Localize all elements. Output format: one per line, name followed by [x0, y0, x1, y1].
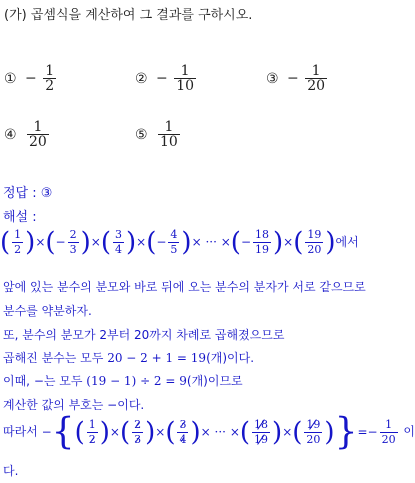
times-sign: × — [136, 235, 147, 249]
option-sign: − — [287, 70, 299, 87]
line-text: 따라서 — [3, 424, 38, 439]
frac-denominator: 10 — [176, 78, 195, 94]
frac-numerator: 1 — [180, 63, 190, 79]
option-sign: − — [25, 70, 37, 87]
frac-denominator: 4 — [114, 243, 122, 256]
frac-numerator: 1 — [311, 63, 321, 79]
option-number: ③ — [266, 70, 279, 87]
frac-denominator: 20 — [307, 243, 322, 256]
frac-numerator: 1 — [14, 228, 22, 241]
times-sign: × — [90, 235, 101, 249]
frac-denominator: 3 — [134, 432, 142, 446]
frac-numerator: 1 — [164, 119, 174, 135]
product-expression: ( $\frac{1}{2}$ )×(− $\frac{2}{3}$ )×( $\frac{3}{4}$ )×(− $\frac{4}{5}$ )× ··· ×(− $\frac{18}{19}$ )×( $\frac{19}{20}$ )에서 — [0, 227, 359, 258]
frac-denominator: 19 — [254, 432, 269, 446]
option-2[interactable] — [135, 64, 198, 93]
ellipsis: ··· — [205, 235, 217, 249]
frac-numerator: 1 — [45, 63, 55, 79]
frac-denominator: 2 — [88, 432, 96, 446]
option-number: ⑤ — [135, 126, 148, 143]
question-text: 곱셈식을 계산하여 그 결과를 구하시오. — [30, 8, 253, 23]
times-sign: × — [200, 424, 211, 439]
solution-line-7: 계산한 값의 부호는 −이다. — [3, 398, 145, 412]
frac-numerator: 2 — [134, 417, 142, 431]
frac-numerator: 1 — [385, 417, 393, 431]
frac-denominator: 20 — [306, 432, 321, 446]
line-text: (개)이다. — [206, 351, 255, 365]
frac-numerator: 1 — [88, 417, 96, 431]
frac-denominator: 4 — [179, 432, 187, 446]
frac-numerator: 18 — [254, 417, 269, 431]
option-number: ④ — [4, 126, 17, 143]
times-sign: × — [155, 424, 166, 439]
option-4[interactable] — [4, 120, 51, 149]
frac-numerator: 3 — [179, 417, 187, 431]
option-3[interactable] — [266, 64, 329, 93]
option-number: ② — [135, 70, 148, 87]
times-sign: × — [229, 424, 240, 439]
times-sign: × — [35, 235, 46, 249]
times-sign: × — [283, 235, 294, 249]
times-sign: × — [282, 424, 293, 439]
minus-sign: − — [156, 235, 167, 249]
option-number: ① — [4, 70, 17, 87]
line-text: (개)이므로 — [186, 374, 243, 388]
solution-line-3: 분수를 약분하자. — [3, 304, 92, 318]
times-sign: × — [220, 235, 231, 249]
option-5[interactable] — [135, 120, 182, 149]
question-line — [4, 4, 252, 23]
frac-denominator: 20 — [307, 78, 326, 94]
ellipsis: ··· — [214, 424, 226, 439]
minus-sign: − — [41, 424, 52, 439]
line-tail: 이 — [403, 424, 415, 439]
frac-numerator: 2 — [69, 228, 77, 241]
times-sign: × — [109, 424, 120, 439]
frac-numerator: 19 — [307, 228, 322, 241]
frac-numerator: 1 — [33, 119, 43, 135]
line-tail: 에서 — [335, 235, 359, 249]
minus-sign: − — [240, 235, 252, 249]
solution-line-9: 다. — [3, 464, 19, 478]
frac-denominator: 2 — [45, 78, 55, 94]
frac-denominator: 10 — [160, 134, 178, 150]
answer-label: 정답 : — [3, 186, 37, 201]
final-expression: 따라서 −{( $\frac{1}{2}$ )×( $\frac{2}{3}$ )×( $\frac{3}{4}$ )× ··· ×( $\frac{18}{19}$ )×( $\frac{19}{20}$ )}=− $\frac{1}{20}$ 이 — [3, 411, 415, 452]
frac-denominator: 5 — [170, 243, 178, 256]
frac-denominator: 19 — [255, 243, 270, 256]
explain-label: 해설 : — [3, 210, 37, 225]
frac-numerator: 19 — [306, 417, 321, 431]
result-prefix: =− — [357, 424, 378, 439]
times-sign: × — [191, 235, 202, 249]
sign-count-expression: (19 − 1) ÷ 2 = 9 — [86, 374, 187, 388]
solution-line-5 — [3, 349, 254, 366]
option-1[interactable] — [4, 64, 58, 93]
minus-sign: − — [55, 235, 66, 249]
solution-line-2: 앞에 있는 분수의 분모와 바로 뒤에 오는 분수의 분자가 서로 같으므로 — [3, 280, 366, 294]
count-expression: 20 − 2 + 1 = 19 — [107, 351, 207, 365]
answer-line — [3, 182, 52, 201]
frac-denominator: 3 — [69, 243, 77, 256]
line-text: 곱해진 분수는 모두 — [3, 351, 104, 365]
solution-line-4: 또, 분수의 분모가 2부터 20까지 차례로 곱해졌으므로 — [3, 328, 285, 342]
line-text: 이때, −는 모두 — [3, 374, 83, 388]
frac-denominator: 20 — [381, 432, 396, 446]
frac-numerator: 3 — [114, 228, 122, 241]
frac-numerator: 18 — [255, 228, 270, 241]
answer-value: ③ — [40, 186, 53, 201]
frac-denominator: 20 — [29, 134, 47, 150]
solution-line-6 — [3, 372, 243, 389]
frac-numerator: 4 — [170, 228, 178, 241]
frac-denominator: 2 — [14, 243, 22, 256]
question-label: (가) — [4, 8, 27, 23]
option-sign: − — [156, 70, 168, 87]
